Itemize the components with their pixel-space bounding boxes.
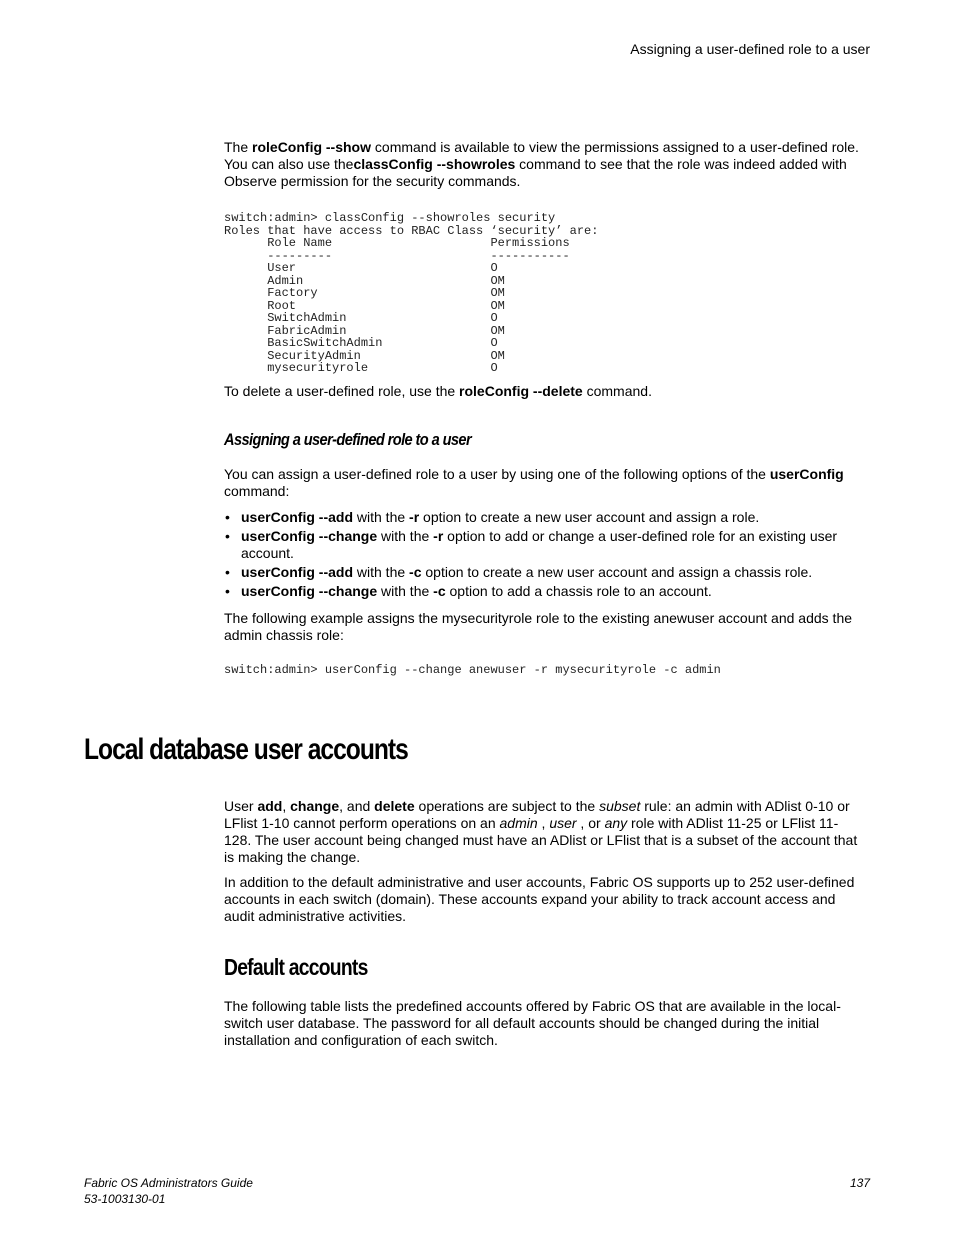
heading-default-accounts: Default accounts bbox=[224, 954, 368, 980]
list-item: • userConfig --add with the -r option to create a new user account and assign a role. bbox=[225, 509, 760, 525]
paragraph-delete-role: To delete a user-defined role, use the roleConfig --delete command. bbox=[224, 383, 652, 399]
paragraph-assign-intro: You can assign a user-defined role to a user by using one of the following options of the userConfig command: bbox=[224, 466, 844, 499]
subheading-assign-role: Assigning a user-defined role to a user bbox=[224, 430, 472, 449]
footer-doc-title: Fabric OS Administrators Guide bbox=[84, 1176, 253, 1190]
running-header: Assigning a user-defined role to a user bbox=[630, 41, 870, 57]
paragraph-252-accounts: In addition to the default administrative and user accounts, Fabric OS supports up to 252 user-defined accounts in each switch (domain). These accounts expand your ability to track account access and audit administrative activities. bbox=[224, 874, 855, 924]
list-item: • userConfig --change with the -c option to add a chassis role to an account. bbox=[225, 583, 712, 599]
paragraph-example: The following example assigns the mysecurityrole role to the existing anewuser account and adds the admin chassis role: bbox=[224, 610, 853, 643]
userconfig-options-list bbox=[224, 509, 864, 602]
footer-page-number: 137 bbox=[849, 1176, 870, 1190]
footer-document-info bbox=[84, 1175, 253, 1207]
heading-local-database-user-accounts: Local database user accounts bbox=[84, 733, 408, 766]
code-block-showroles: switch:admin> classConfig --showroles security Roles that have access to RBAC Class ‘security’ are: Role Name Permissions --------- ----------- User O Admin OM Factory OM Root OM SwitchAdmin O FabricAdmin OM BasicSwitchAdmin O SecurityAdmin OM mysecurityrole O bbox=[224, 211, 599, 375]
paragraph-default-accounts: The following table lists the predefined accounts offered by Fabric OS that are available in the local-switch user database. The password for all default accounts should be changed during the initial installation and configuration of each switch. bbox=[224, 998, 841, 1048]
list-item: • userConfig --change with the -r option to add or change a user-defined role for an existing user account. bbox=[225, 528, 838, 561]
paragraph-subset-rule: User add, change, and delete operations are subject to the subset rule: an admin with ADlist 0-10 or LFlist 1-10 cannot perform operations on an admin , user , or any role with ADlist 11-25 or LFlist 11-128. The user account being changed must have an ADlist or LFlist that is a subset of the account that is making the change. bbox=[224, 798, 858, 865]
footer-doc-number: 53-1003130-01 bbox=[84, 1192, 166, 1206]
list-item: • userConfig --add with the -c option to create a new user account and assign a chassis role. bbox=[225, 564, 813, 580]
paragraph-roleconfig-show: The roleConfig --show command is available to view the permissions assigned to a user-defined role. You can also use theclassConfig --showroles command to see that the role was indeed added with Observe permission for the security commands. bbox=[224, 139, 859, 189]
code-block-userconfig: switch:admin> userConfig --change anewuser -r mysecurityrole -c admin bbox=[224, 663, 721, 677]
